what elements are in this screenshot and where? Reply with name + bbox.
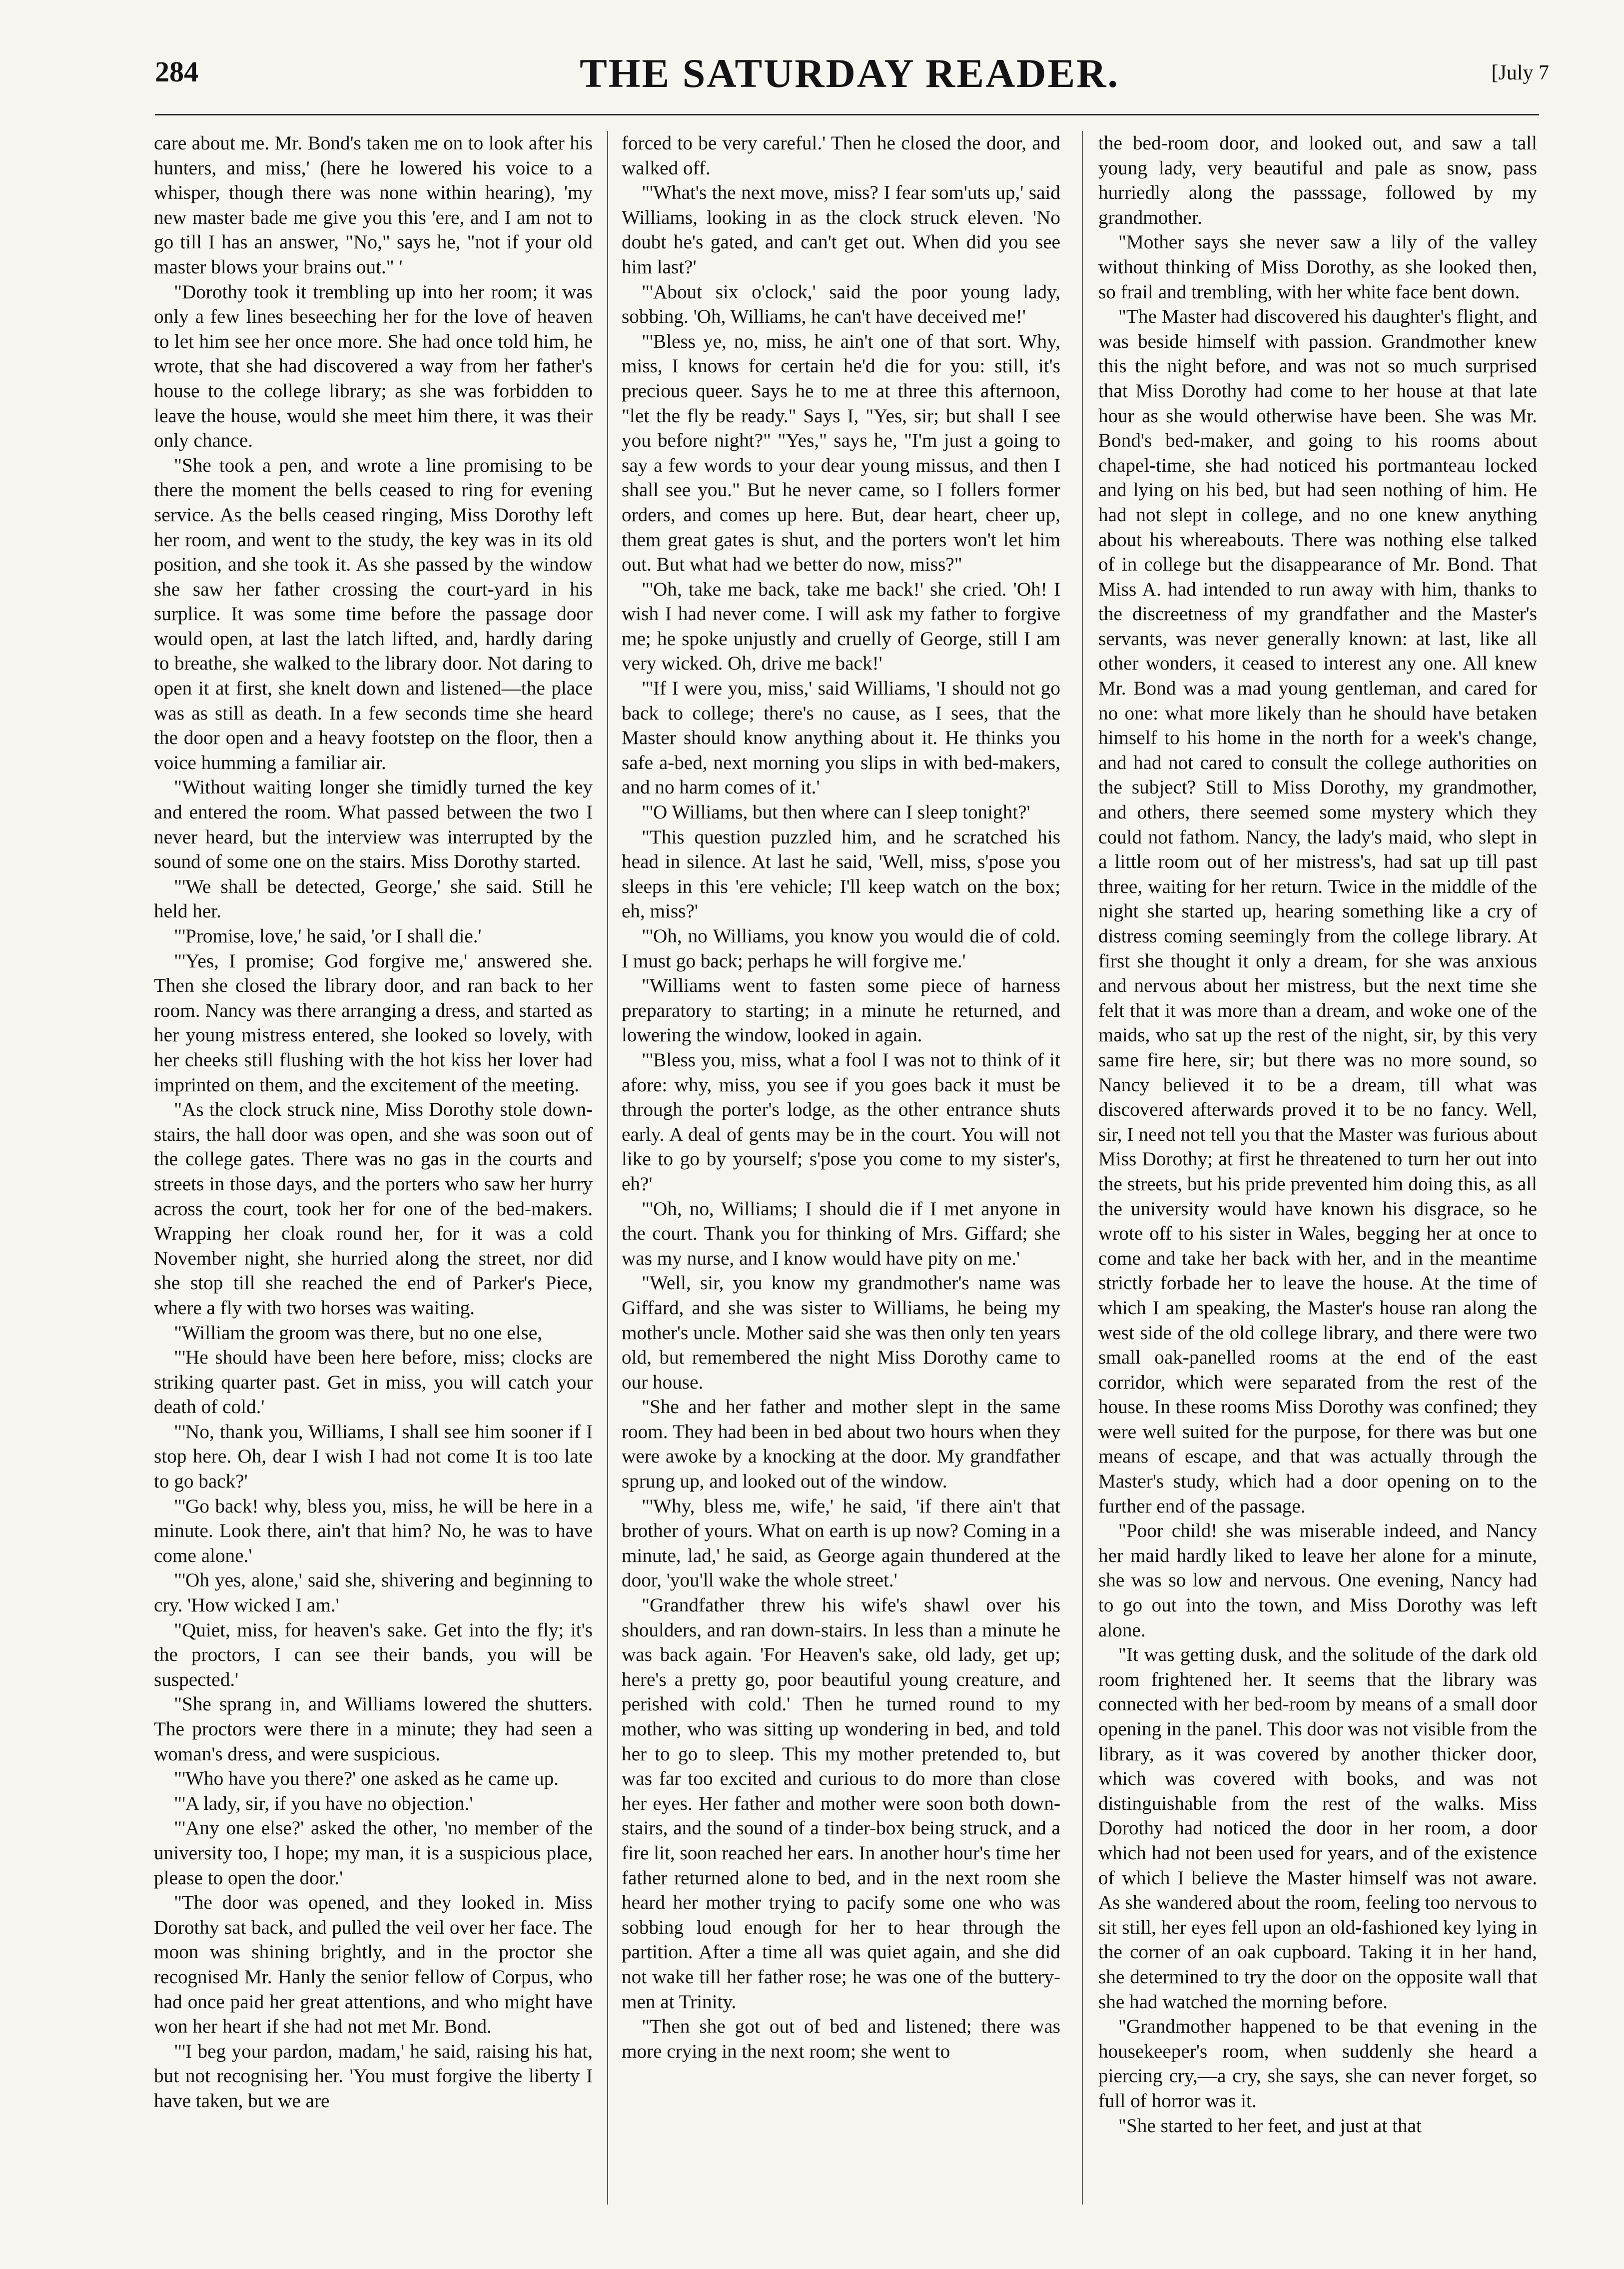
paragraph: "Then she got out of bed and listened; there was more crying in the next room; she went to xyxy=(622,2016,1060,2062)
paragraph: "Williams went to fasten some piece of harness preparatory to starting; in a minute he returned, and lowering the window, looked in again. xyxy=(622,975,1060,1046)
paragraph: "'Yes, I promise; God forgive me,' answered she. Then she closed the library door, and ran back to her room. Nancy was there arranging a dress, and started as her young mistress entered, she looked so lovely, with her cheeks still flushing with the hot kiss her lover had imprinted on them, and the excitement of the meeting. xyxy=(154,950,593,1096)
paragraph: care about me. Mr. Bond's taken me on to look after his hunters, and miss,' (here he lowered his voice to a whisper, though there was none within hearing), 'my new master bade me give you this 'ere, and I am not to go till I has an answer, "No," says he, "not if your old master blows your brains out." ' xyxy=(154,132,593,278)
paragraph: "It was getting dusk, and the solitude of the dark old room frightened her. It seems that the library was connected with her bed-room by means of a small door opening in the panel. This door was not visible from the library, as it was covered by another thicker door, which was covered with books, and was not distinguishable from the rest of the walks. Miss Dorothy had noticed the door in her room, a door which had not been used for years, and of the existence of which I believe the Master himself was not aware. As she wandered about the room, feeling too nervous to sit still, her eyes fell upon an old-fashioned key lying in the corner of an oak cupboard. Taking it in her hand, she determined to try the door on the opposite wall that she had watched the morning before. xyxy=(1098,1644,1537,2013)
column-1 xyxy=(154,131,593,2230)
paragraph: "Poor child! she was miserable indeed, and Nancy her maid hardly liked to leave her alone for a minute, she was so low and nervous. One evening, Nancy had to go out into the town, and Miss Dorothy was left alone. xyxy=(1098,1520,1537,1641)
paragraph: "Grandmother happened to be that evening in the housekeeper's room, when suddenly she heard a piercing cry,—a cry, she says, she can never forget, so full of horror was it. xyxy=(1098,2016,1537,2112)
paragraph: forced to be very careful.' Then he closed the door, and walked off. xyxy=(622,132,1060,179)
paragraph: "'Promise, love,' he said, 'or I shall die.' xyxy=(174,925,482,947)
paragraph: "Quiet, miss, for heaven's sake. Get into the fly; it's the proctors, I can see their bands, you will be suspected.' xyxy=(154,1619,593,1690)
paragraph: "'What's the next move, miss? I fear som'uts up,' said Williams, looking in as the clock struck eleven. 'No doubt he's gated, and can't get out. When did you see him last?' xyxy=(622,182,1060,278)
paragraph: "Mother says she never saw a lily of the valley without thinking of Miss Dorothy, as she looked then, so frail and trembling, with her white face bent down. xyxy=(1098,231,1537,303)
paragraph: "'We shall be detected, George,' she said. Still he held her. xyxy=(154,875,593,922)
paragraph: "'No, thank you, Williams, I shall see him sooner if I stop here. Oh, dear I wish I had not come It is too late to go back?' xyxy=(154,1421,593,1493)
paragraph: "'Any one else?' asked the other, 'no member of the university too, I hope; my man, it is a suspicious place, please to open the door.' xyxy=(154,1817,593,1889)
running-title: THE SATURDAY READER. xyxy=(580,50,1119,96)
column-2 xyxy=(622,131,1060,2230)
paragraph: the bed-room door, and looked out, and saw a tall young lady, very beautiful and pale as snow, pass hurriedly along the passsage, followed by my grandmother. xyxy=(1098,132,1537,228)
paragraph: "'Oh yes, alone,' said she, shivering and beginning to cry. 'How wicked I am.' xyxy=(154,1569,593,1616)
paragraph: "William the groom was there, but no one else, xyxy=(174,1322,543,1344)
column-divider xyxy=(1082,131,1083,2205)
paragraph: "'Oh, take me back, take me back!' she cried. 'Oh! I wish I had never come. I will ask my father to forgive me; he spoke unjustly and cruelly of George, still I am very wicked. Oh, drive me back!' xyxy=(622,578,1060,675)
paragraph: "She took a pen, and wrote a line promising to be there the moment the bells ceased to ring for evening service. As the bells ceased ringing, Miss Dorothy left her room, and went to the study, the key was in its old position, and she took it. As she passed by the window she saw her father crossing the court-yard in his surplice. It was some time before the passage door would open, at last the latch lifted, and, hardly daring to breathe, she walked to the library door. Not daring to open it at first, she knelt down and listened—the place was as still as death. In a few seconds time she heard the door open and a heavy footstep on the floor, then a voice humming a familiar air. xyxy=(154,454,593,773)
paragraph: "Well, sir, you know my grandmother's name was Giffard, and she was sister to Williams, he being my mother's uncle. Mother said she was then only ten years old, but remembered the night Miss Dorothy came to our house. xyxy=(622,1272,1060,1393)
paragraph: "The door was opened, and they looked in. Miss Dorothy sat back, and pulled the veil over her face. The moon was shining brightly, and in the proctor she recognised Mr. Hanly the senior fellow of Corpus, who had once paid her great attentions, and who might have won her heart if she had not met Mr. Bond. xyxy=(154,1892,593,2038)
column-3 xyxy=(1098,131,1537,2230)
paragraph: "'Why, bless me, wife,' he said, 'if there ain't that brother of yours. What on earth is up now? Coming in a minute, lad,' he said, as George again thundered at the door, 'you'll wake the whole street.' xyxy=(622,1495,1060,1591)
paragraph: "Dorothy took it trembling up into her room; it was only a few lines beseeching her for the love of heaven to let him see her once more. She had once told him, he wrote, that she had discovered a way from her father's house to the college library; as she was forbidden to leave the house, would she meet him there, it was their only chance. xyxy=(154,281,593,452)
page-number: 284 xyxy=(155,55,198,88)
paragraph: "'Oh, no Williams, you know you would die of cold. I must go back; perhaps he will forgive me.' xyxy=(622,925,1060,972)
paragraph: "'Oh, no, Williams; I should die if I met anyone in the court. Thank you for thinking of Mrs. Giffard; she was my nurse, and I know would have pity on me.' xyxy=(622,1198,1060,1269)
paragraph: "'Bless ye, no, miss, he ain't one of that sort. Why, miss, I knows for certain he'd die for you: still, it's precious queer. Says he to me at three this afternoon, "let the fly be ready." Says I, "Yes, sir; but shall I see you before night?" "Yes," says he, "I'm just a going to say a few words to your dear young missus, and then I shall see you." But he never came, so I follers former orders, and comes up here. But, dear heart, cheer up, them great gates is shut, and the porters won't let him out. But what had we better do now, miss?" xyxy=(622,330,1060,576)
column-divider xyxy=(607,131,608,2205)
paragraph: "She and her father and mother slept in the same room. They had been in bed about two hours when they were awoke by a knocking at the door. My grandfather sprung up, and looked out of the window. xyxy=(622,1396,1060,1493)
paragraph: "'Bless you, miss, what a fool I was not to think of it afore: why, miss, you see if you goes back it must be through the porter's lodge, as the other entrance shuts early. A deal of gents may be in the court. You will not like to go by yourself; s'pose you come to my sister's, eh?' xyxy=(622,1049,1060,1195)
paragraph: "'Go back! why, bless you, miss, he will be here in a minute. Look there, ain't that him? No, he was to have come alone.' xyxy=(154,1495,593,1566)
paragraph: "'Who have you there?' one asked as he came up. xyxy=(174,1768,559,1790)
paragraph: "'About six o'clock,' said the poor young lady, sobbing. 'Oh, Williams, he can't have deceived me!' xyxy=(622,281,1060,328)
paragraph: "As the clock struck nine, Miss Dorothy stole down-stairs, the hall door was open, and she was soon out of the college gates. There was no gas in the courts and streets in those days, and the porters who saw her hurry across the court, took her for one of the bed-makers. Wrapping her cloak round her, for it was a cold November night, she hurried along the street, nor did she stop till she reached the end of Parker's Piece, where a fly with two horses was waiting. xyxy=(154,1099,593,1319)
paragraph: "'I beg your pardon, madam,' he said, raising his hat, but not recognising her. 'You must forgive the liberty I have taken, but we are xyxy=(154,2040,593,2112)
issue-date: [July 7 xyxy=(1491,61,1549,84)
paragraph: "'A lady, sir, if you have no objection.' xyxy=(174,1792,473,1814)
paragraph: "Without waiting longer she timidly turned the key and entered the room. What passed between the two I never heard, but the interview was interrupted by the sound of some one on the stairs. Miss Dorothy started. xyxy=(154,776,593,873)
page-header xyxy=(150,50,1549,115)
paragraph: "She sprang in, and Williams lowered the shutters. The proctors were there in a minute; they had seen a woman's dress, and were suspicious. xyxy=(154,1693,593,1765)
paragraph: "'If I were you, miss,' said Williams, 'I should not go back to college; there's no cause, as I sees, that the Master should know anything about it. He thinks you safe a-bed, next morning you slips in with bed-makers, and no harm comes of it.' xyxy=(622,678,1060,798)
paragraph: "This question puzzled him, and he scratched his head in silence. At last he said, 'Well, miss, s'pose you sleeps in this 'ere vehicle; I'll keep watch on the box; eh, miss?' xyxy=(622,826,1060,922)
paragraph: "Grandfather threw his wife's shawl over his shoulders, and ran down-stairs. In less than a minute he was back again. 'For Heaven's sake, old lady, get up; here's a pretty go, poor beautiful young creature, and perished with cold.' Then he turned round to my mother, who was sitting up wondering in bed, and told her to go to sleep. This my mother pretended to, but was far too excited and curious to do more than close her eyes. Her father and mother were soon both down-stairs, and the sound of a tinder-box being struck, and a fire lit, soon reached her ears. In another hour's time her father returned alone to bed, and in the next room she heard her mother trying to pacify some one who was sobbing loud enough for her to hear through the partition. After a time all was quiet again, and she did not wake till her father rose; he was one of the buttery-men at Trinity. xyxy=(622,1594,1060,2013)
header-rule xyxy=(155,114,1539,115)
paragraph: "The Master had discovered his daughter's flight, and was beside himself with passion. Grandmother knew this the night before, and was not so much surprised that Miss Dorothy had come to her house at that late hour as she would otherwise have been. She was Mr. Bond's bed-maker, and going to his rooms about chapel-time, she had noticed his portmanteau locked and lying on his bed, but had seen nothing of him. He had not slept in college, and no one knew anything about his whereabouts. There was nothing else talked of in college but the disappearance of Mr. Bond. That Miss A. had intended to run away with him, thanks to the discreetness of my grandfather and the Master's servants, was never generally known: at last, like all other wonders, it ceased to interest any one. All knew Mr. Bond was a mad young gentleman, and cared for no one: what more likely than he should have betaken himself to his home in the north for a week's change, and had not cared to consult the college authorities on the subject? Still to Miss Dorothy, my grandmother, and others, there seemed some mystery which they could not fathom. Nancy, the lady's maid, who slept in a little room out of her mistress's, had sat up till past three, waiting for her return. Twice in the middle of the night she started up, hearing something like a cry of distress coming seemingly from the college library. At first she thought it only a dream, for she was anxious and nervous about her mistress, but the next time she felt that it was more than a dream, and woke one of the maids, who sat up the rest of the night, sir, by this very same fire here, sir; but there was no more sound, so Nancy believed it to be a dream, till what was discovered afterwards proved it to be no fancy. Well, sir, I need not tell you that the Master was furious about Miss Dorothy; at first he threatened to turn her out into the streets, but his pride prevented him doing this, as all the university would have known his disgrace, so he wrote off to his sister in Wales, begging her at once to come and take her back with her, and in the meantime strictly forbade her to leave the house. At the time of which I am speaking, the Master's house ran along the west side of the old college library, and there were two small oak-panelled rooms at the end of the east corridor, which were separated from the rest of the house. In these rooms Miss Dorothy was confined; they were well suited for the purpose, for there was but one means of escape, and that was actually through the Master's study, which had a door opening on to the further end of the passage. xyxy=(1098,306,1537,1517)
paragraph: "'O Williams, but then where can I sleep tonight?' xyxy=(642,801,1030,823)
paragraph: "'He should have been here before, miss; clocks are striking quarter past. Get in miss, you will catch your death of cold.' xyxy=(154,1347,593,1418)
paragraph: "She started to her feet, and just at that xyxy=(1118,2115,1422,2137)
